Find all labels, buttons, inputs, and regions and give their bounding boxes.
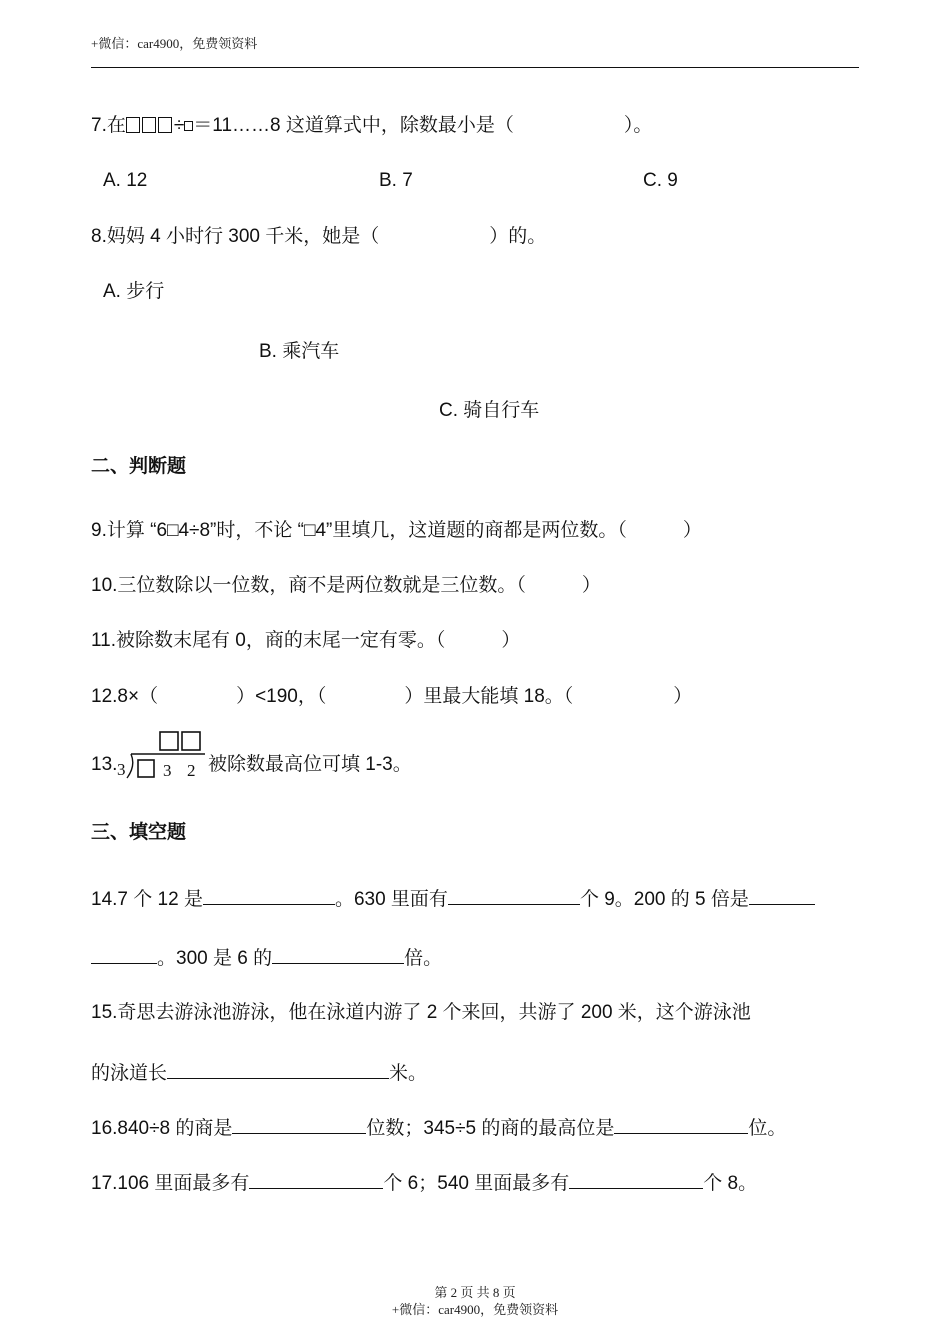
q13-text: 被除数最高位可填 1-3。 <box>208 754 412 775</box>
q17-part-a: 17.106 里面最多有 <box>91 1173 250 1194</box>
question-12 <box>91 684 692 710</box>
q8-close: ）的。 <box>489 226 547 247</box>
answer-blank[interactable] <box>272 944 404 964</box>
question-14-line-1 <box>91 885 815 913</box>
question-15-line-2 <box>91 1059 427 1087</box>
empty-box-icon <box>158 117 172 133</box>
q14-part-e: 倍。 <box>404 948 443 969</box>
q7-divide: ÷ <box>173 115 185 136</box>
q16-part-b: 位数；345÷5 的商的最高位是 <box>366 1118 615 1139</box>
q10-close: ） <box>581 575 601 596</box>
q15-part-b: 米。 <box>389 1063 428 1084</box>
q14-part-d: 。300 是 6 的 <box>157 948 273 969</box>
q7-close: ）。 <box>623 115 653 136</box>
answer-blank[interactable] <box>448 885 580 905</box>
q11-text: 11.被除数末尾有 0，商的末尾一定有零。（ <box>91 630 446 651</box>
q14-part-a: 14.7 个 12 是 <box>91 889 203 910</box>
q8-option-b[interactable]: B. 乘汽车 <box>259 341 340 362</box>
q11-close: ） <box>501 630 521 651</box>
dividend-box <box>138 760 154 777</box>
question-11 <box>91 628 520 654</box>
q14-part-b: 。630 里面有 <box>334 889 448 910</box>
q12-part-c: ）里最大能填 18。（ <box>404 686 574 707</box>
divisor-digit: 3 <box>117 760 126 779</box>
q8-stem: 8.妈妈 4 小时行 300 千米，她是（ <box>91 226 380 247</box>
q10-text: 10.三位数除以一位数，商不是两位数就是三位数。（ <box>91 575 526 596</box>
empty-box-icon <box>184 121 193 131</box>
q7-option-b[interactable]: B. 7 <box>379 170 413 191</box>
question-14-line-2 <box>91 944 442 972</box>
answer-blank[interactable] <box>749 885 815 905</box>
q12-close: ） <box>673 686 693 707</box>
q8-option-a[interactable]: A. 步行 <box>103 281 165 302</box>
question-10 <box>91 573 601 599</box>
dividend-digit-1: 3 <box>163 761 172 780</box>
question-17 <box>91 1169 757 1197</box>
question-7 <box>91 113 652 139</box>
section-2-title: 二、判断题 <box>91 456 187 477</box>
empty-box-icon <box>126 117 140 133</box>
q9-text: 9.计算 “6□4÷8”时，不论 “□4”里填几，这道题的商都是两位数。（ <box>91 520 627 541</box>
q7-suffix: ＝11……8 这道算式中，除数最小是（ <box>193 115 514 136</box>
question-16 <box>91 1114 786 1142</box>
answer-blank[interactable] <box>167 1059 389 1079</box>
answer-blank[interactable] <box>203 885 335 905</box>
page-number: 第 2 页 共 8 页 <box>434 1285 516 1300</box>
empty-box-icon <box>142 117 156 133</box>
q8-option-c[interactable]: C. 骑自行车 <box>439 400 540 421</box>
q12-part-b: ）<190，（ <box>236 686 327 707</box>
q14-part-c: 个 9。200 的 5 倍是 <box>579 889 749 910</box>
q7-option-a[interactable]: A. 12 <box>103 170 148 191</box>
q17-part-b: 个 6；540 里面最多有 <box>383 1173 570 1194</box>
answer-blank[interactable] <box>232 1114 366 1134</box>
division-bracket <box>127 754 133 778</box>
question-8 <box>91 224 546 250</box>
long-division-svg <box>117 730 207 782</box>
header-rule <box>91 67 859 68</box>
answer-blank[interactable] <box>569 1169 703 1189</box>
quotient-box-1 <box>160 732 178 750</box>
q16-part-a: 16.840÷8 的商是 <box>91 1118 233 1139</box>
page-header: +微信：car4900，免费领资料 <box>91 36 258 51</box>
answer-blank[interactable] <box>249 1169 383 1189</box>
q13-label: 13. <box>91 754 118 775</box>
q9-close: ） <box>682 520 702 541</box>
q12-part-a: 12.8×（ <box>91 686 159 707</box>
dividend-digit-2: 2 <box>187 761 196 780</box>
answer-blank[interactable] <box>614 1114 748 1134</box>
section-3-title: 三、填空题 <box>91 822 187 843</box>
answer-blank[interactable] <box>91 944 157 964</box>
quotient-box-2 <box>182 732 200 750</box>
q7-prefix: 7.在 <box>91 115 126 136</box>
q16-part-c: 位。 <box>748 1118 787 1139</box>
q17-part-c: 个 8。 <box>703 1173 758 1194</box>
q15-part-a: 的泳道长 <box>91 1063 168 1084</box>
long-division-figure <box>117 730 207 782</box>
question-9 <box>91 518 702 544</box>
question-15-line-1: 15.奇思去游泳池游泳，他在泳道内游了 2 个来回，共游了 200 米，这个游泳池 <box>91 1002 751 1023</box>
footer-note: +微信：car4900，免费领资料 <box>391 1302 559 1317</box>
q7-option-c[interactable]: C. 9 <box>643 170 678 191</box>
